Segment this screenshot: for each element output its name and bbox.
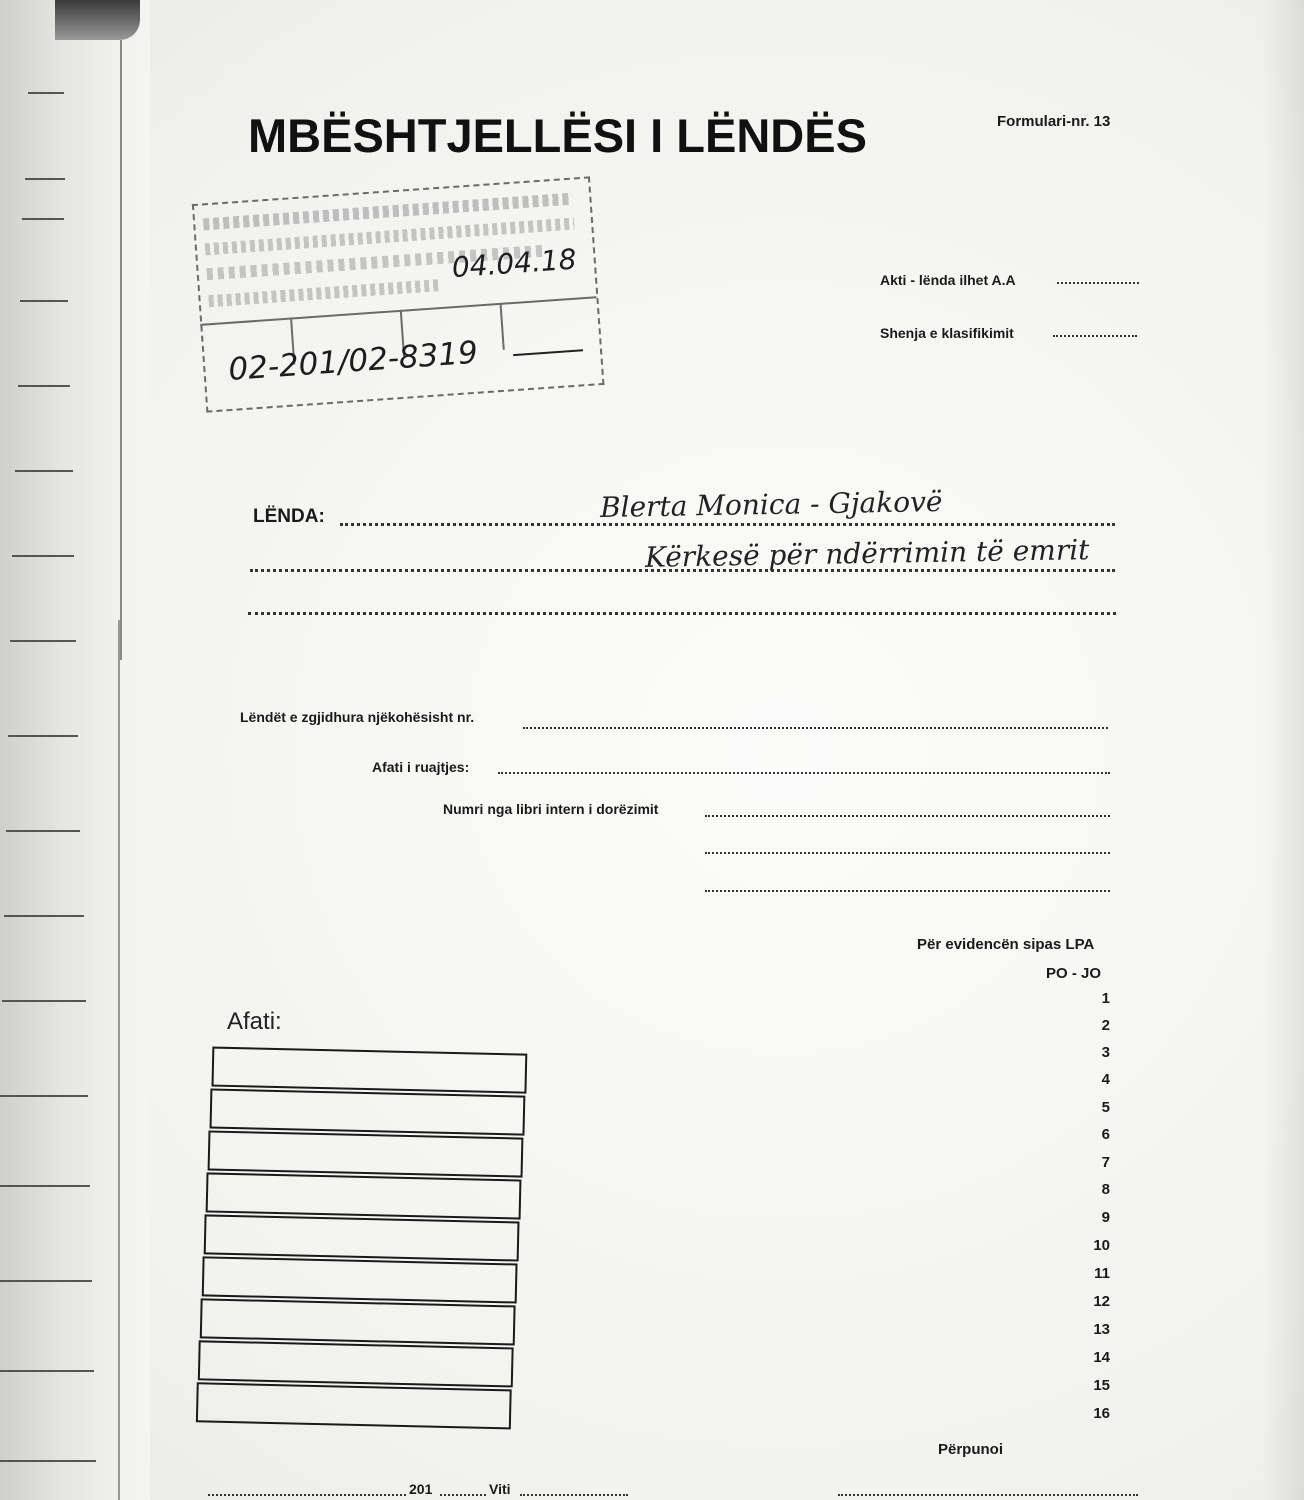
afati-row[interactable]	[206, 1172, 522, 1219]
binding-tab-line	[0, 1280, 92, 1282]
evidence-number: 5	[1101, 1099, 1110, 1116]
afati-row[interactable]	[198, 1340, 514, 1387]
footer-year-prefix: 201	[409, 1481, 433, 1497]
evidence-number: 15	[1093, 1377, 1110, 1394]
afati-row[interactable]	[211, 1047, 527, 1094]
lenda-label: LËNDA:	[253, 506, 325, 527]
evidence-number: 12	[1093, 1293, 1110, 1310]
evidence-heading: Për evidencën sipas LPA	[917, 936, 1095, 953]
binding-tab-line	[4, 915, 84, 917]
evidence-number: 1	[1101, 990, 1110, 1007]
shenja-field[interactable]	[1053, 335, 1137, 337]
evidence-number: 7	[1101, 1154, 1110, 1171]
lenda-field-line1[interactable]	[340, 523, 1115, 526]
afati-grid	[194, 1046, 533, 1437]
lenda-handwriting-2: Kërkesë për ndërrimin të emrit	[644, 533, 1090, 574]
footer-date-field[interactable]	[208, 1494, 406, 1496]
evidence-number: 11	[1094, 1265, 1110, 1282]
binding-tab-line	[18, 385, 70, 387]
afati-label: Afati:	[227, 1008, 282, 1035]
form-number: Formulari-nr. 13	[997, 113, 1111, 130]
binding-tab-line	[8, 735, 78, 737]
evidence-number: 6	[1101, 1126, 1110, 1143]
binding-shadow	[55, 0, 140, 40]
afati-row[interactable]	[210, 1088, 526, 1135]
evidence-number: 16	[1093, 1405, 1110, 1422]
binding-tab-line	[0, 1095, 88, 1097]
binding-tab-line	[0, 1370, 94, 1372]
binding-fold-lower	[118, 620, 120, 1500]
evidence-number: 14	[1093, 1349, 1110, 1366]
afati-ruajtjes-label: Afati i ruajtjes:	[372, 759, 470, 775]
afati-row[interactable]	[208, 1130, 524, 1177]
evidence-number: 3	[1101, 1044, 1110, 1061]
binding-tab-line	[20, 300, 68, 302]
numri-label: Numri nga libri intern i dorëzimit	[443, 801, 659, 817]
perpunoi-field[interactable]	[838, 1494, 1138, 1496]
registry-stamp	[190, 156, 605, 413]
page-edge-shadow	[1262, 0, 1304, 1500]
akti-label: Akti - lënda ilhet A.A	[880, 272, 1016, 288]
shenja-label: Shenja e klasifikimit	[880, 325, 1014, 341]
afati-row[interactable]	[196, 1382, 512, 1429]
document-title: MBËSHTJELLËSI I LËNDËS	[248, 109, 867, 162]
binding-edge	[0, 0, 150, 1500]
lendet-label: Lëndët e zgjidhura njëkohësisht nr.	[240, 709, 475, 725]
lenda-field-line3[interactable]	[248, 612, 1116, 615]
evidence-number: 2	[1101, 1017, 1110, 1034]
lendet-field[interactable]	[523, 727, 1108, 729]
binding-tab-line	[22, 218, 64, 220]
evidence-number: 8	[1101, 1181, 1110, 1198]
numri-field-2[interactable]	[705, 852, 1110, 854]
evidence-number: 13	[1093, 1321, 1110, 1338]
binding-tab-line	[10, 640, 76, 642]
binding-tab-line	[12, 555, 74, 557]
akti-field[interactable]	[1057, 282, 1139, 284]
binding-tab-line	[0, 1460, 96, 1462]
footer-viti-field[interactable]	[520, 1494, 628, 1496]
evidence-number: 9	[1101, 1209, 1110, 1226]
numri-field-3[interactable]	[705, 890, 1110, 892]
binding-tab-line	[2, 1000, 86, 1002]
binding-tab-line	[6, 830, 80, 832]
binding-tab-line	[15, 470, 73, 472]
stamp-number: 02-201/02-8319	[227, 334, 479, 388]
afati-ruajtjes-field[interactable]	[498, 772, 1110, 774]
stamp-date: 04.04.18	[450, 242, 578, 285]
binding-tab-line	[25, 178, 65, 180]
evidence-number: 4	[1101, 1071, 1110, 1088]
afati-row[interactable]	[204, 1214, 520, 1261]
afati-row[interactable]	[202, 1256, 518, 1303]
footer-year-field[interactable]	[440, 1494, 486, 1496]
lenda-handwriting-1: Blerta Monica - Gjakovë	[599, 485, 943, 524]
binding-tab-line	[0, 1185, 90, 1187]
afati-row[interactable]	[200, 1298, 516, 1345]
evidence-number: 10	[1093, 1237, 1110, 1254]
binding-fold	[120, 40, 122, 660]
numri-field-1[interactable]	[705, 815, 1110, 817]
binding-tab-line	[28, 92, 64, 94]
po-jo-label: PO - JO	[1046, 965, 1102, 982]
perpunoi-label: Përpunoi	[938, 1441, 1004, 1458]
footer-viti-label: Viti	[489, 1481, 511, 1497]
